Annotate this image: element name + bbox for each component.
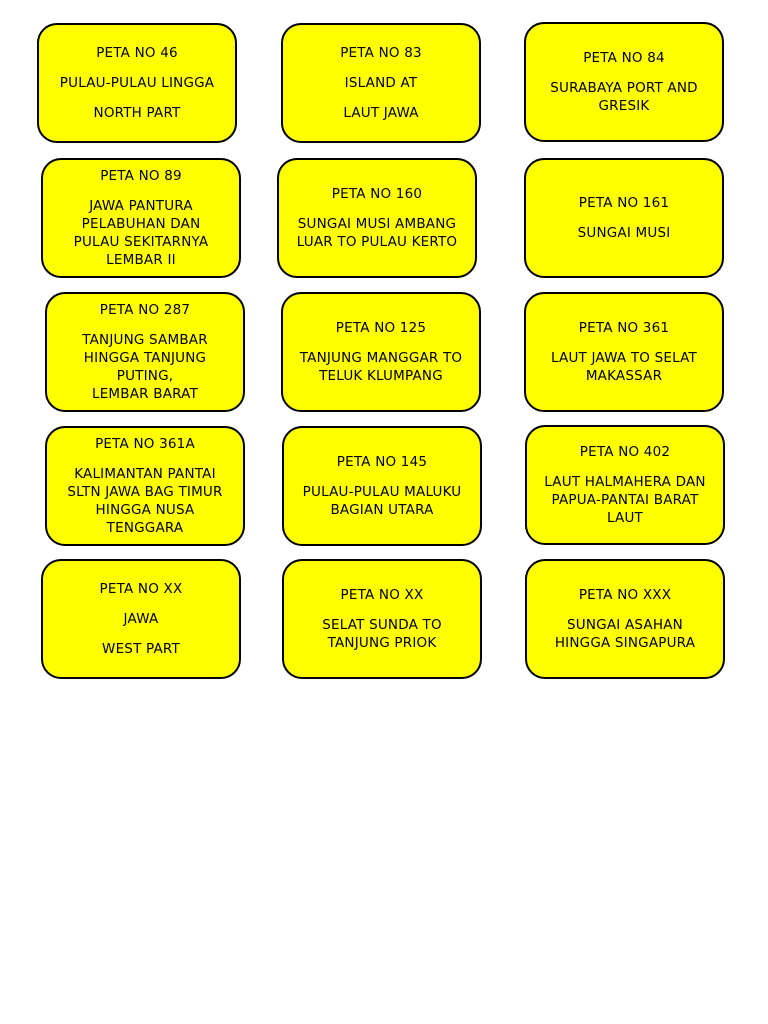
map-description: SURABAYA PORT AND GRESIK [550,80,698,114]
map-label-card [525,559,725,679]
map-number: PETA NO 84 [583,50,665,66]
map-description-line: LAUT JAWA [343,105,419,121]
map-label-card [524,292,724,412]
map-description: LAUT HALMAHERA DAN PAPUA-PANTAI BARAT LAUT [544,474,706,526]
map-number: PETA NO 83 [340,45,422,61]
map-label-card [525,425,725,545]
map-number: PETA NO 361 [578,320,670,336]
map-number: PETA NO 287 [99,302,191,318]
map-number: PETA NO 160 [331,186,423,202]
map-description: TANJUNG SAMBAR HINGGA TANJUNG PUTING, LEMBAR BARAT [82,332,208,402]
map-description-line: ISLAND AT [344,75,418,91]
map-description-line: JAWA [123,611,159,627]
map-label-card [282,426,482,546]
map-number: PETA NO 89 [100,168,182,184]
map-description: TANJUNG MANGGAR TO TELUK KLUMPANG [299,350,463,384]
map-description: JAWA PANTURA PELABUHAN DAN PULAU SEKITARNYA LEMBAR II [73,198,209,268]
map-description-line: WEST PART [102,641,180,657]
map-description: SUNGAI MUSI [577,225,671,241]
map-number: PETA NO 145 [336,454,428,470]
map-description-line: NORTH PART [93,105,181,121]
map-label-card [45,426,245,546]
map-label-card [37,23,237,143]
map-label-card [41,158,241,278]
map-description: SUNGAI ASAHAN HINGGA SINGAPURA [554,617,696,651]
map-label-card [524,22,724,142]
map-number: PETA NO XX [99,581,183,597]
map-label-card [41,559,241,679]
map-description: SELAT SUNDA TO TANJUNG PRIOK [322,617,442,651]
map-number: PETA NO XX [340,587,424,603]
map-number: PETA NO 46 [96,45,178,61]
map-number: PETA NO 361A [95,436,195,452]
map-description: PULAU-PULAU MALUKU BAGIAN UTARA [302,484,462,518]
map-label-card [524,158,724,278]
map-number: PETA NO 125 [335,320,427,336]
map-number: PETA NO 161 [578,195,670,211]
map-label-card [282,559,482,679]
map-description: SUNGAI MUSI AMBANG LUAR TO PULAU KERTO [296,216,458,250]
map-label-card [281,23,481,143]
map-label-card [277,158,477,278]
map-label-card [281,292,481,412]
map-description: KALIMANTAN PANTAI SLTN JAWA BAG TIMUR HINGGA NUSA TENGGARA [67,466,223,536]
map-number: PETA NO 402 [579,444,671,460]
map-description-line: PULAU-PULAU LINGGA [59,75,215,91]
map-description: LAUT JAWA TO SELAT MAKASSAR [551,350,697,384]
map-label-card [45,292,245,412]
map-number: PETA NO XXX [578,587,672,603]
